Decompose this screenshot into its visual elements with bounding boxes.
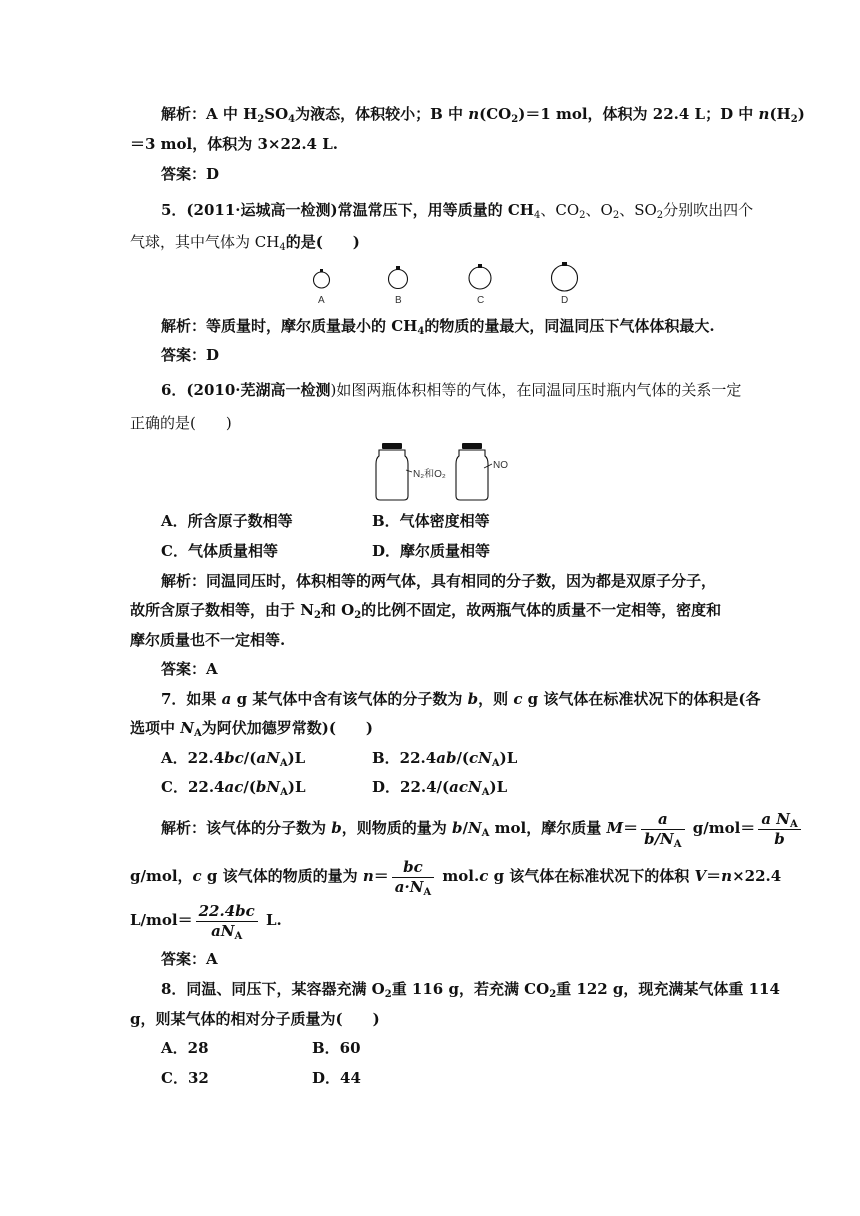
analysis-q6-line2: 故所含原子数相等，由于 $N_2$和 $O_2$的比例不固定，故两瓶气体的质量不一定相等，密度和: [130, 601, 722, 621]
balloon-b: [389, 266, 408, 306]
balloon-d: [552, 262, 578, 306]
svg-text:B: B: [395, 295, 402, 306]
q8-option-b: B．60: [312, 1039, 361, 1057]
fraction-molar-mass-2: $\frac{a N_A}{b}$: [758, 810, 800, 849]
question-5-stem-line1: 5．(2011·运城高一检测)常温常压下，用等质量的 $CH_4$、$CO_2$、$O_2$、$SO_2$分别吹出四个: [161, 201, 754, 221]
question-8-stem-line2: g，则某气体的相对分子质量为( ): [130, 1010, 380, 1028]
question-7-stem-line1: 7．如果 a g 某气体中含有该气体的分子数为 b，则 c g 该气体在标准状况下的体积是(各: [161, 690, 761, 708]
analysis-q7-line1: 解析：该气体的分子数为 b，则物质的量为 $b/N_A$ mol，摩尔质量 M＝ $\frac{a}{b/N_A}$ g/mol＝ $\frac{a N_A}{b}$: [161, 808, 804, 848]
q7-option-d: D．22.4/(acN$_A$)L: [372, 778, 508, 798]
analysis-q7-line2: g/mol，c g 该气体的物质的量为 n＝ $\frac{bc}{a\cdot N_A}$ mol.c g 该气体在标准状况下的体积 V＝n×22.4: [130, 857, 782, 898]
svg-text:D: D: [561, 295, 569, 306]
balloons-figure: [300, 262, 590, 310]
question-7-stem-line2: 选项中 $N_A$为阿伏加德罗常数)( ): [130, 719, 374, 739]
analysis-q5: 解析：等质量时，摩尔质量最小的 $CH_4$的物质的量最大，同温同压下气体体积最大.: [161, 317, 715, 337]
analysis-q4-line1: 解析：A 中 $H_2SO_4$为液态，体积较小；B 中 $n(CO_2)=1$ mol，体积为 22.4 L；D 中 $n(H_2)$: [161, 105, 805, 125]
fraction-volume: $\frac{22.4bc}{aN_A}$: [196, 902, 258, 941]
analysis-q6-line3: 摩尔质量也不一定相等.: [130, 631, 286, 649]
q8-option-c: C．32: [161, 1069, 209, 1087]
bottle-no: [456, 443, 508, 500]
q7-option-c: C．$22.4ac/(bN_A)L$: [161, 778, 306, 798]
q7-option-b: B．$22.4ab/(cN_A)L$: [372, 749, 518, 769]
q6-option-d: D．摩尔质量相等: [372, 542, 491, 560]
q6-option-a: A．所含原子数相等: [161, 512, 293, 530]
balloon-a: [314, 269, 330, 306]
bottles-figure: [370, 440, 520, 504]
svg-text:A: A: [318, 295, 325, 306]
balloon-c: [469, 264, 491, 306]
answer-q6: 答案：A: [161, 660, 218, 678]
analysis-q6-line1: 解析：同温同压时，体积相等的两气体，具有相同的分子数，因为都是双原子分子，: [161, 572, 717, 590]
analysis-q4-line2: ＝3 mol，体积为 3×22.4 L.: [130, 135, 338, 153]
fraction-amount: $\frac{bc}{a\cdot N_A}$: [392, 858, 434, 897]
answer-q7: 答案：A: [161, 950, 218, 968]
question-6-stem-line1: 6．(2010·芜湖高一检测)如图两瓶体积相等的气体，在同温同压时瓶内气体的关系一定: [161, 381, 742, 399]
question-8-stem-line1: 8．同温、同压下，某容器充满 $O_2$重 116 g，若充满 $CO_2$重 122 g，现充满某气体重 114: [161, 980, 780, 1000]
question-5-stem-line2: 气球，其中气体为 $CH_4$的是( ): [130, 233, 360, 253]
analysis-q7-line3: L/mol＝ $\frac{22.4bc}{aN_A}$ L.: [130, 901, 282, 942]
q7-option-a: A．$22.4bc/(aN_A)L$: [161, 749, 306, 769]
answer-q4: 答案：D: [161, 165, 220, 183]
q6-option-c: C．气体质量相等: [161, 542, 278, 560]
answer-q5: 答案：D: [161, 346, 220, 364]
q6-option-b: B．气体密度相等: [372, 512, 490, 530]
fraction-molar-mass-1: $\frac{a}{b/N_A}$: [641, 810, 684, 849]
bottle-n2-o2: [376, 443, 446, 500]
q8-option-a: A．28: [161, 1039, 209, 1057]
q8-option-d: D．44: [312, 1069, 361, 1087]
svg-text:NO: NO: [493, 460, 508, 471]
question-6-stem-line2: 正确的是( ): [130, 414, 232, 432]
svg-text:N₂和O₂: N₂和O₂: [413, 469, 446, 480]
svg-text:C: C: [477, 295, 485, 306]
